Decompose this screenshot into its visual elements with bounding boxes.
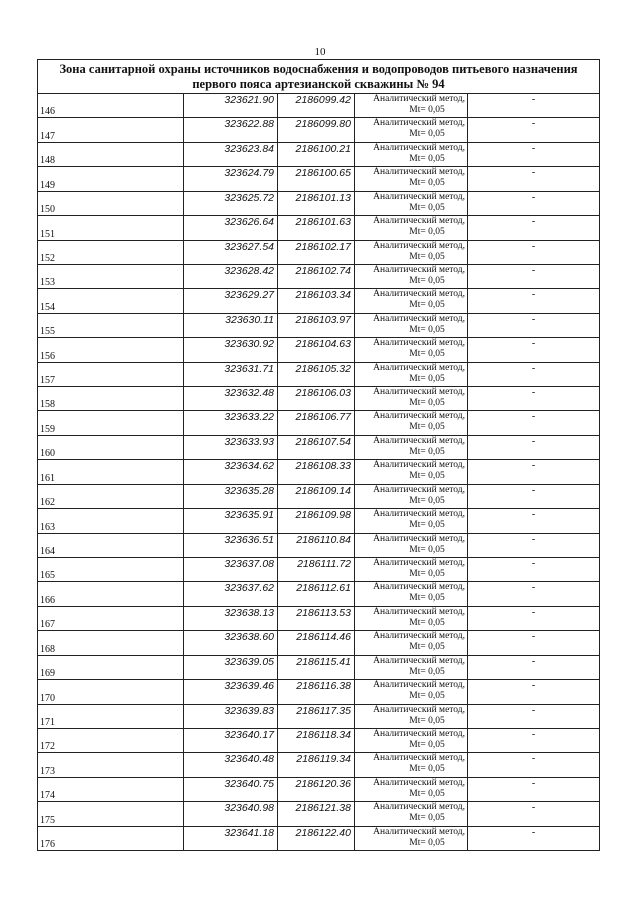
coordinate-y: 2186101.63 [278, 216, 355, 240]
coordinate-x: 323637.62 [184, 582, 278, 606]
point-number: 148 [38, 142, 184, 166]
method-label: Аналитический метод, [373, 338, 465, 349]
method-cell [355, 484, 468, 508]
table-row [38, 509, 599, 533]
coordinate-y: 2186102.17 [278, 240, 355, 264]
method-label: Аналитический метод, [373, 655, 465, 666]
coordinate-x: 323639.05 [184, 655, 278, 679]
coordinate-x: 323634.62 [184, 460, 278, 484]
method-label: Аналитический метод, [373, 802, 465, 813]
accuracy-value: Mt= 0,05 [409, 593, 445, 604]
table-row [38, 362, 599, 386]
coordinate-x: 323633.93 [184, 435, 278, 459]
method-label: Аналитический метод, [373, 704, 465, 715]
coordinate-y: 2186108.33 [278, 460, 355, 484]
method-label: Аналитический метод, [373, 753, 465, 764]
coordinate-y: 2186109.98 [278, 509, 355, 533]
coordinate-x: 323639.83 [184, 704, 278, 728]
method-cell [355, 435, 468, 459]
method-cell [355, 240, 468, 264]
accuracy-value: Mt= 0,05 [409, 837, 445, 848]
note-cell: - [468, 631, 600, 655]
table-row [38, 753, 599, 777]
coordinate-x: 323640.98 [184, 802, 278, 826]
coordinate-y: 2186119.34 [278, 753, 355, 777]
note-cell: - [468, 118, 600, 142]
table-row [38, 411, 599, 435]
coordinate-x: 323640.48 [184, 753, 278, 777]
method-cell [355, 167, 468, 191]
note-cell: - [468, 460, 600, 484]
point-number: 160 [38, 435, 184, 459]
point-number: 146 [38, 94, 184, 118]
coordinate-y: 2186100.65 [278, 167, 355, 191]
table-row [38, 484, 599, 508]
point-number: 174 [38, 777, 184, 801]
coordinate-y: 2186118.34 [278, 728, 355, 752]
method-label: Аналитический метод, [373, 289, 465, 300]
accuracy-value: Mt= 0,05 [409, 471, 445, 482]
coordinate-x: 323625.72 [184, 191, 278, 215]
method-label: Аналитический метод, [373, 142, 465, 153]
table-title [38, 60, 599, 94]
coordinate-x: 323640.17 [184, 728, 278, 752]
table-row [38, 558, 599, 582]
accuracy-value: Mt= 0,05 [409, 251, 445, 262]
point-number: 168 [38, 631, 184, 655]
coordinate-x: 323621.90 [184, 94, 278, 118]
note-cell: - [468, 704, 600, 728]
method-cell [355, 191, 468, 215]
point-number: 156 [38, 338, 184, 362]
accuracy-value: Mt= 0,05 [409, 642, 445, 653]
note-cell: - [468, 362, 600, 386]
point-number: 171 [38, 704, 184, 728]
accuracy-value: Mt= 0,05 [409, 520, 445, 531]
accuracy-value: Mt= 0,05 [409, 202, 445, 213]
method-label: Аналитический метод, [373, 606, 465, 617]
point-number: 163 [38, 509, 184, 533]
point-number: 147 [38, 118, 184, 142]
table-row [38, 606, 599, 630]
method-label: Аналитический метод, [373, 484, 465, 495]
method-label: Аналитический метод, [373, 94, 465, 104]
coordinate-x: 323628.42 [184, 264, 278, 288]
method-label: Аналитический метод, [373, 435, 465, 446]
page-number: 10 [314, 46, 326, 58]
table-row [38, 460, 599, 484]
coordinate-x: 323638.60 [184, 631, 278, 655]
method-label: Аналитический метод, [373, 680, 465, 691]
note-cell: - [468, 387, 600, 411]
coordinate-y: 2186100.21 [278, 142, 355, 166]
coordinate-x: 323640.75 [184, 777, 278, 801]
point-number: 161 [38, 460, 184, 484]
accuracy-value: Mt= 0,05 [409, 764, 445, 775]
accuracy-value: Mt= 0,05 [409, 788, 445, 799]
accuracy-value: Mt= 0,05 [409, 178, 445, 189]
coordinate-y: 2186104.63 [278, 338, 355, 362]
coordinate-x: 323637.08 [184, 558, 278, 582]
table-row [38, 167, 599, 191]
method-cell [355, 94, 468, 118]
note-cell: - [468, 728, 600, 752]
table-row [38, 216, 599, 240]
coordinate-y: 2186120.36 [278, 777, 355, 801]
coordinate-y: 2186099.42 [278, 94, 355, 118]
table-row [38, 142, 599, 166]
coordinates-sheet [37, 59, 600, 851]
method-cell [355, 802, 468, 826]
table-row [38, 264, 599, 288]
point-number: 155 [38, 313, 184, 337]
note-cell: - [468, 142, 600, 166]
method-label: Аналитический метод, [373, 387, 465, 398]
method-cell [355, 777, 468, 801]
method-cell [355, 533, 468, 557]
note-cell: - [468, 240, 600, 264]
accuracy-value: Mt= 0,05 [409, 349, 445, 360]
coordinate-y: 2186111.72 [278, 558, 355, 582]
point-number: 170 [38, 680, 184, 704]
method-cell [355, 264, 468, 288]
coordinate-x: 323632.48 [184, 387, 278, 411]
method-label: Аналитический метод, [373, 313, 465, 324]
table-row [38, 338, 599, 362]
point-number: 154 [38, 289, 184, 313]
method-label: Аналитический метод, [373, 191, 465, 202]
point-number: 150 [38, 191, 184, 215]
coordinate-x: 323629.27 [184, 289, 278, 313]
point-number: 176 [38, 826, 184, 850]
note-cell: - [468, 289, 600, 313]
coordinate-x: 323622.88 [184, 118, 278, 142]
coordinate-y: 2186103.34 [278, 289, 355, 313]
method-label: Аналитический метод, [373, 167, 465, 178]
coordinate-y: 2186116.38 [278, 680, 355, 704]
method-label: Аналитический метод, [373, 411, 465, 422]
coordinate-x: 323631.71 [184, 362, 278, 386]
accuracy-value: Mt= 0,05 [409, 153, 445, 164]
point-number: 152 [38, 240, 184, 264]
point-number: 162 [38, 484, 184, 508]
coordinate-x: 323638.13 [184, 606, 278, 630]
note-cell: - [468, 167, 600, 191]
method-label: Аналитический метод, [373, 728, 465, 739]
method-cell [355, 338, 468, 362]
accuracy-value: Mt= 0,05 [409, 324, 445, 335]
note-cell: - [468, 216, 600, 240]
method-cell [355, 118, 468, 142]
method-label: Аналитический метод, [373, 509, 465, 520]
note-cell: - [468, 680, 600, 704]
note-cell: - [468, 533, 600, 557]
coordinates-table [38, 94, 599, 850]
table-row [38, 191, 599, 215]
coordinate-y: 2186099.80 [278, 118, 355, 142]
table-row [38, 680, 599, 704]
accuracy-value: Mt= 0,05 [409, 373, 445, 384]
note-cell: - [468, 509, 600, 533]
note-cell: - [468, 606, 600, 630]
table-title-line1: Зона санитарной охраны источников водоснабжения и водопроводов питьевого назначения [59, 61, 578, 76]
table-row [38, 313, 599, 337]
method-cell [355, 826, 468, 850]
method-label: Аналитический метод, [373, 264, 465, 275]
coordinate-x: 323636.51 [184, 533, 278, 557]
coordinate-y: 2186106.03 [278, 387, 355, 411]
coordinate-y: 2186106.77 [278, 411, 355, 435]
accuracy-value: Mt= 0,05 [409, 227, 445, 238]
point-number: 167 [38, 606, 184, 630]
point-number: 151 [38, 216, 184, 240]
coordinate-y: 2186122.40 [278, 826, 355, 850]
method-cell [355, 631, 468, 655]
table-row [38, 533, 599, 557]
method-cell [355, 362, 468, 386]
point-number: 164 [38, 533, 184, 557]
table-row [38, 655, 599, 679]
coordinate-y: 2186115.41 [278, 655, 355, 679]
coordinate-y: 2186110.84 [278, 533, 355, 557]
note-cell: - [468, 313, 600, 337]
accuracy-value: Mt= 0,05 [409, 813, 445, 824]
accuracy-value: Mt= 0,05 [409, 422, 445, 433]
accuracy-value: Mt= 0,05 [409, 666, 445, 677]
table-row [38, 802, 599, 826]
method-cell [355, 655, 468, 679]
table-row [38, 631, 599, 655]
note-cell: - [468, 191, 600, 215]
note-cell: - [468, 338, 600, 362]
point-number: 157 [38, 362, 184, 386]
point-number: 158 [38, 387, 184, 411]
coordinate-y: 2186113.53 [278, 606, 355, 630]
point-number: 153 [38, 264, 184, 288]
point-number: 175 [38, 802, 184, 826]
note-cell: - [468, 802, 600, 826]
note-cell: - [468, 655, 600, 679]
method-label: Аналитический метод, [373, 558, 465, 569]
accuracy-value: Mt= 0,05 [409, 569, 445, 580]
coordinate-x: 323641.18 [184, 826, 278, 850]
note-cell: - [468, 777, 600, 801]
table-row [38, 777, 599, 801]
method-label: Аналитический метод, [373, 460, 465, 471]
table-row [38, 704, 599, 728]
note-cell: - [531, 826, 536, 838]
note-cell: - [468, 411, 600, 435]
table-row [38, 240, 599, 264]
coordinate-y: 2186112.61 [278, 582, 355, 606]
table-row [38, 728, 599, 752]
coordinate-x: 323623.84 [184, 142, 278, 166]
coordinate-y: 2186102.74 [278, 264, 355, 288]
note-cell: - [468, 435, 600, 459]
point-number: 165 [38, 558, 184, 582]
method-cell [355, 704, 468, 728]
coordinate-x: 323624.79 [184, 167, 278, 191]
method-label: Аналитический метод, [373, 240, 465, 251]
coordinate-y: 2186107.54 [278, 435, 355, 459]
point-number: 159 [38, 411, 184, 435]
accuracy-value: Mt= 0,05 [409, 739, 445, 750]
point-number: 169 [38, 655, 184, 679]
accuracy-value: Mt= 0,05 [409, 715, 445, 726]
method-label: Аналитический метод, [373, 533, 465, 544]
coordinate-y: 2186101.13 [278, 191, 355, 215]
method-label: Аналитический метод, [373, 216, 465, 227]
coordinate-x: 323635.91 [184, 509, 278, 533]
accuracy-value: Mt= 0,05 [409, 544, 445, 555]
method-cell [355, 582, 468, 606]
method-cell [355, 216, 468, 240]
table-row [38, 826, 599, 850]
method-cell [355, 606, 468, 630]
method-cell [355, 313, 468, 337]
note-cell: - [468, 582, 600, 606]
method-cell [355, 753, 468, 777]
table-row [38, 289, 599, 313]
method-cell [355, 142, 468, 166]
coordinate-x: 323627.54 [184, 240, 278, 264]
accuracy-value: Mt= 0,05 [409, 691, 445, 702]
point-number: 173 [38, 753, 184, 777]
coordinate-y: 2186109.14 [278, 484, 355, 508]
point-number: 149 [38, 167, 184, 191]
table-row [38, 118, 599, 142]
table-row [38, 435, 599, 459]
method-cell [355, 411, 468, 435]
accuracy-value: Mt= 0,05 [409, 300, 445, 311]
accuracy-value: Mt= 0,05 [409, 398, 445, 409]
note-cell: - [468, 558, 600, 582]
accuracy-value: Mt= 0,05 [409, 129, 445, 140]
accuracy-value: Mt= 0,05 [409, 617, 445, 628]
point-number: 166 [38, 582, 184, 606]
coordinate-y: 2186103.97 [278, 313, 355, 337]
method-cell [355, 728, 468, 752]
point-number: 172 [38, 728, 184, 752]
method-cell [355, 289, 468, 313]
accuracy-value: Mt= 0,05 [409, 105, 445, 115]
coordinate-x: 323630.11 [184, 313, 278, 337]
table-row [38, 582, 599, 606]
coordinate-x: 323639.46 [184, 680, 278, 704]
coordinate-y: 2186121.38 [278, 802, 355, 826]
accuracy-value: Mt= 0,05 [409, 446, 445, 457]
method-label: Аналитический метод, [373, 362, 465, 373]
method-cell [355, 558, 468, 582]
coordinate-y: 2186114.46 [278, 631, 355, 655]
note-cell: - [468, 484, 600, 508]
table-row [38, 387, 599, 411]
method-label: Аналитический метод, [373, 582, 465, 593]
note-cell: - [468, 94, 600, 118]
method-label: Аналитический метод, [373, 118, 465, 129]
accuracy-value: Mt= 0,05 [409, 275, 445, 286]
coordinate-x: 323626.64 [184, 216, 278, 240]
method-cell [355, 460, 468, 484]
method-label: Аналитический метод, [373, 777, 465, 788]
method-label: Аналитический метод, [373, 826, 465, 837]
method-label: Аналитический метод, [373, 631, 465, 642]
accuracy-value: Mt= 0,05 [409, 495, 445, 506]
coordinate-y: 2186105.32 [278, 362, 355, 386]
coordinate-x: 323633.22 [184, 411, 278, 435]
note-cell: - [468, 264, 600, 288]
coordinate-y: 2186117.35 [278, 704, 355, 728]
table-title-line2: первого пояса артезианской скважины № 94 [192, 76, 445, 91]
method-cell [355, 387, 468, 411]
coordinate-x: 323635.28 [184, 484, 278, 508]
method-cell [355, 680, 468, 704]
coordinate-x: 323630.92 [184, 338, 278, 362]
method-cell [355, 509, 468, 533]
table-row [38, 94, 599, 118]
note-cell: - [468, 753, 600, 777]
